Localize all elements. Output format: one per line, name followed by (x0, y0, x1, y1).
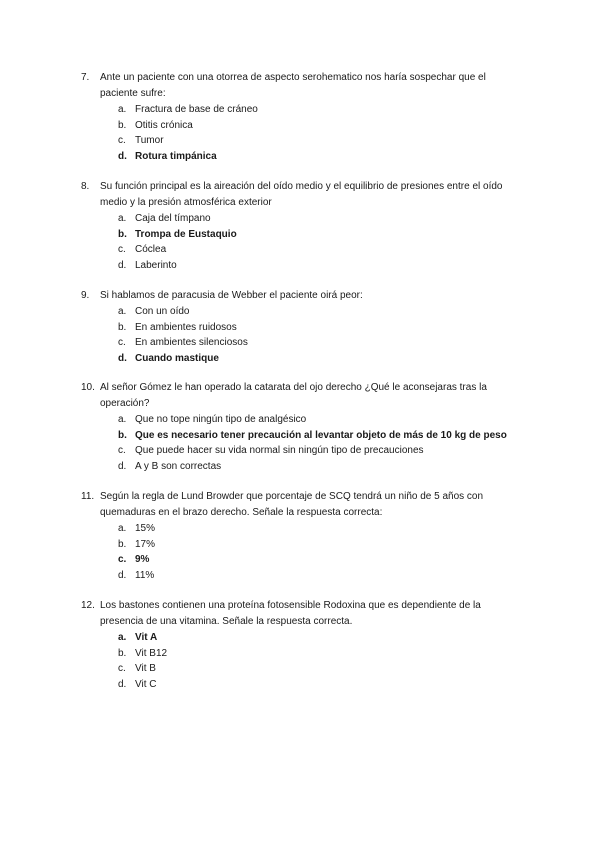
question-number: 9. (81, 290, 90, 301)
question-text: Al señor Gómez le han operado la catarata del ojo derecho ¿Qué le aconsejaras tras la operación? (100, 382, 487, 409)
option-a: a. 15% (118, 523, 156, 534)
option-c: c. Tumor (118, 135, 164, 146)
question-text: Ante un paciente con una otorrea de aspecto serohematico nos haría sospechar que el paciente sufre: (100, 72, 486, 99)
option-c: c. Cóclea (118, 244, 167, 255)
option-a: a. Con un oído (118, 306, 190, 317)
answer-options (81, 412, 521, 474)
question-text: Los bastones contienen una proteína fotosensible Rodoxina que es dependiente de la presencia de una vitamina. Señale la respuesta correcta. (100, 600, 481, 627)
question-number: 7. (81, 72, 90, 83)
option-c: c. En ambientes silenciosos (118, 337, 248, 348)
question-9 (81, 288, 521, 366)
question-number: 8. (81, 181, 90, 192)
answer-options (81, 304, 521, 366)
question-text: Según la regla de Lund Browder que porcentaje de SCQ tendrá un niño de 5 años con quemaduras en el brazo derecho. Señale la respuesta correcta: (100, 491, 484, 518)
question-text: Su función principal es la aireación del oído medio y el equilibrio de presiones entre el oído medio y la presión atmosférica exterior (100, 181, 503, 208)
option-d: d. A y B son correctas (118, 460, 222, 472)
option-d: d. Vit C (118, 678, 157, 690)
question-7 (81, 70, 521, 164)
question-12 (81, 598, 521, 692)
option-b: b. 17% (118, 538, 156, 550)
answer-options (81, 521, 521, 583)
option-c-correct: c. 9% (118, 554, 150, 565)
question-11 (81, 489, 521, 583)
option-d: d. 11% (118, 569, 155, 581)
question-number: 10. (81, 382, 95, 393)
option-b: b. Otitis crónica (118, 119, 193, 131)
option-b: b. Vit B12 (118, 647, 168, 659)
answer-options (81, 102, 521, 164)
question-8 (81, 179, 521, 273)
answer-options (81, 630, 521, 692)
option-a: a. Fractura de base de cráneo (118, 104, 258, 115)
option-a-correct: a. Vit A (118, 632, 158, 643)
option-b: b. En ambientes ruidosos (118, 321, 237, 333)
option-c: c. Vit B (118, 663, 156, 674)
question-number: 11. (81, 491, 95, 502)
option-d-correct: d. Rotura timpánica (118, 150, 217, 162)
option-a: a. Caja del tímpano (118, 213, 211, 224)
question-10 (81, 380, 521, 474)
option-b-correct: b. Trompa de Eustaquio (118, 228, 237, 240)
option-b-correct: b. Que es necesario tener precaución al levantar objeto de más de 10 kg de peso (118, 429, 507, 441)
question-text: Si hablamos de paracusia de Webber el paciente oirá peor: (100, 290, 363, 301)
option-d-correct: d. Cuando mastique (118, 352, 219, 364)
option-a: a. Que no tope ningún tipo de analgésico (118, 414, 307, 425)
answer-options (81, 211, 521, 273)
option-c: c. Que puede hacer su vida normal sin ningún tipo de precauciones (118, 445, 424, 456)
question-number: 12. (81, 600, 95, 611)
option-d: d. Laberinto (118, 259, 177, 271)
